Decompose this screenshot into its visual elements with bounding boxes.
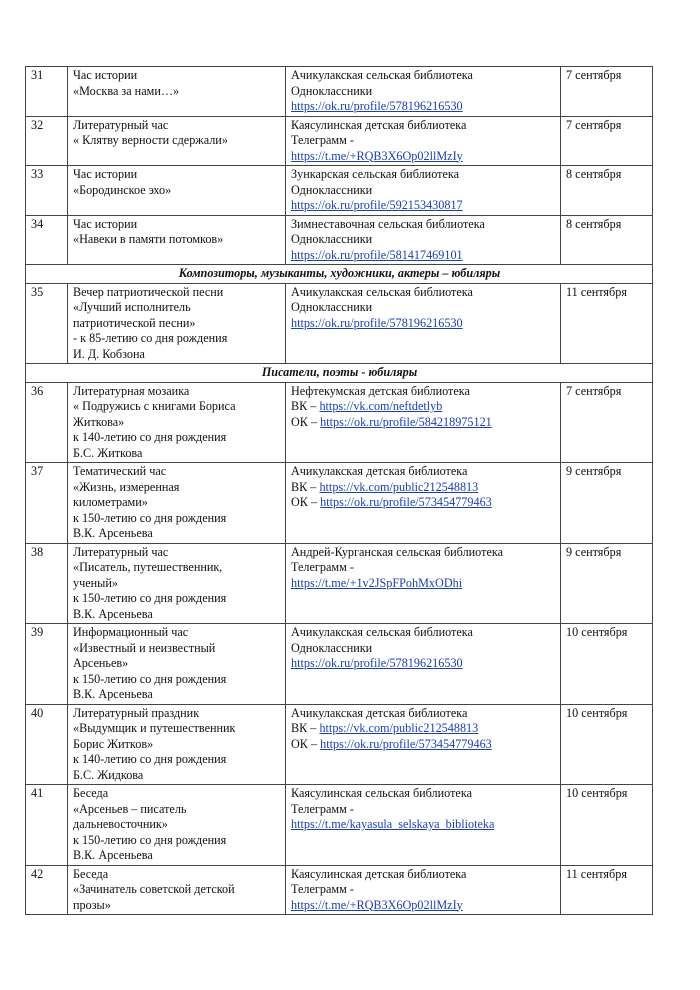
event-title-cell <box>68 116 286 166</box>
event-row <box>26 166 653 216</box>
event-venue-cell <box>286 283 561 364</box>
event-title-line: Час истории <box>73 216 138 231</box>
venue-link-line <box>291 737 556 753</box>
venue-link-line <box>291 99 556 115</box>
venue-text: Ачикулакская сельская библиотека <box>291 625 473 639</box>
venue-link[interactable]: https://t.me/+RQB3X6Op02llMzIy <box>291 897 463 912</box>
event-title-line: «Жизнь, измеренная <box>73 479 180 494</box>
event-venue-cell <box>286 624 561 705</box>
event-title-cell <box>68 382 286 463</box>
venue-link[interactable]: https://t.me/+RQB3X6Op02llMzIy <box>291 148 463 163</box>
event-title-line: Литературный час <box>73 544 169 559</box>
venue-link-line <box>291 198 556 214</box>
event-title-line: дальневосточник» <box>73 817 168 831</box>
event-date: 7 сентября <box>561 382 653 463</box>
venue-link-line <box>291 576 556 592</box>
social-network-label: ВК – <box>291 479 320 494</box>
event-title-line: Литературный час <box>73 117 169 132</box>
event-title-line: - к 85-летию со дня рождения <box>73 331 228 345</box>
events-table <box>25 66 653 915</box>
event-number: 37 <box>26 463 68 544</box>
venue-text: Одноклассники <box>291 182 373 197</box>
social-network-label: ОК – <box>291 414 321 429</box>
event-title-cell <box>68 463 286 544</box>
event-number: 39 <box>26 624 68 705</box>
event-title-line: к 150-летию со дня рождения <box>73 591 227 605</box>
venue-text: Каясулинская детская библиотека <box>291 117 467 132</box>
venue-link-line <box>291 480 556 496</box>
event-title-line: Тематический час <box>73 464 167 478</box>
event-title-cell <box>68 215 286 265</box>
venue-link-line <box>291 656 556 672</box>
venue-text: Каясулинская сельская библиотека <box>291 786 472 800</box>
event-title-cell <box>68 704 286 785</box>
venue-link-line <box>291 316 556 332</box>
event-title-line: Борис Житков» <box>73 736 154 751</box>
event-date: 8 сентября <box>561 215 653 265</box>
event-title-cell <box>68 543 286 624</box>
event-row <box>26 785 653 866</box>
event-title-line: к 140-летию со дня рождения <box>73 430 227 444</box>
venue-link-line <box>291 817 556 833</box>
event-title-line: «Писатель, путешественник, <box>73 560 223 574</box>
venue-text: Зункарская сельская библиотека <box>291 167 460 181</box>
event-venue-cell <box>286 116 561 166</box>
event-title-line: Беседа <box>73 786 109 800</box>
event-venue-cell <box>286 704 561 785</box>
venue-link[interactable]: https://ok.ru/profile/592153430817 <box>291 198 463 212</box>
event-title-cell <box>68 624 286 705</box>
event-title-cell <box>68 166 286 216</box>
event-title-line: прозы» <box>73 897 111 912</box>
event-number: 38 <box>26 543 68 624</box>
event-title-cell <box>68 865 286 915</box>
venue-text: Нефтекумская детская библиотека <box>291 383 470 398</box>
event-title-line: Час истории <box>73 68 138 82</box>
event-date: 9 сентября <box>561 463 653 544</box>
venue-link[interactable]: https://ok.ru/profile/578196216530 <box>291 656 463 670</box>
event-title-cell <box>68 283 286 364</box>
event-row <box>26 116 653 166</box>
event-row <box>26 67 653 117</box>
event-row <box>26 283 653 364</box>
event-venue-cell <box>286 543 561 624</box>
event-title-line: Литературный праздник <box>73 705 200 720</box>
event-title-line: к 140-летию со дня рождения <box>73 752 227 766</box>
event-number: 31 <box>26 67 68 117</box>
venue-link-line <box>291 248 556 264</box>
event-date: 10 сентября <box>561 785 653 866</box>
venue-text: Каясулинская детская библиотека <box>291 866 467 881</box>
venue-link[interactable]: https://ok.ru/profile/573454779463 <box>320 495 492 509</box>
event-title-line: « Подружись с книгами Бориса <box>73 399 236 413</box>
venue-link-line <box>291 898 556 914</box>
event-title-line: Арсеньев» <box>73 656 129 670</box>
social-network-label: ВК – <box>291 721 320 735</box>
event-row <box>26 215 653 265</box>
event-number: 41 <box>26 785 68 866</box>
event-date: 11 сентября <box>561 865 653 915</box>
section-header: Композиторы, музыканты, художники, актеры – юбиляры <box>26 265 653 284</box>
event-title-line: «Навеки в памяти потомков» <box>73 232 224 246</box>
event-row <box>26 463 653 544</box>
event-row <box>26 624 653 705</box>
event-venue-cell <box>286 382 561 463</box>
event-title-cell <box>68 67 286 117</box>
event-number: 34 <box>26 215 68 265</box>
social-network-label: ВК – <box>291 399 320 413</box>
event-title-line: ученый» <box>73 575 118 590</box>
event-date: 10 сентября <box>561 624 653 705</box>
event-title-line: «Бородинское эхо» <box>73 182 172 197</box>
venue-text: Телеграмм - <box>291 801 354 816</box>
venue-link[interactable]: https://vk.com/public212548813 <box>319 721 479 735</box>
venue-link[interactable]: https://vk.com/neftdetlyb <box>319 399 443 413</box>
event-venue-cell <box>286 67 561 117</box>
event-row <box>26 382 653 463</box>
event-title-line: Беседа <box>73 866 109 881</box>
event-title-line: И. Д. Кобзона <box>73 346 145 361</box>
venue-link-line <box>291 149 556 165</box>
event-title-line: Литературная мозаика <box>73 383 190 398</box>
venue-text: Телеграмм - <box>291 133 354 147</box>
events-table-body <box>26 67 653 915</box>
venue-text: Одноклассники <box>291 83 373 98</box>
section-header-row <box>26 364 653 383</box>
event-title-line: В.К. Арсеньева <box>73 606 153 621</box>
event-title-line: Б.С. Житкова <box>73 445 143 460</box>
event-title-line: к 150-летию со дня рождения <box>73 510 227 525</box>
event-title-line: В.К. Арсеньева <box>73 687 153 701</box>
event-venue-cell <box>286 865 561 915</box>
event-row <box>26 704 653 785</box>
event-date: 11 сентября <box>561 283 653 364</box>
venue-text: Андрей-Курганская сельская библиотека <box>291 544 503 559</box>
event-title-cell <box>68 785 286 866</box>
event-number: 33 <box>26 166 68 216</box>
event-venue-cell <box>286 463 561 544</box>
event-number: 42 <box>26 865 68 915</box>
venue-link[interactable]: https://ok.ru/profile/584218975121 <box>320 414 492 429</box>
event-title-line: Час истории <box>73 167 138 181</box>
venue-text: Одноклассники <box>291 300 373 314</box>
venue-link[interactable]: https://t.me/kayasula_selskaya_biblioteka <box>291 817 495 831</box>
event-date: 7 сентября <box>561 116 653 166</box>
event-title-line: « Клятву верности сдержали» <box>73 133 228 147</box>
event-venue-cell <box>286 215 561 265</box>
venue-text: Ачикулакская сельская библиотека <box>291 284 473 299</box>
event-venue-cell <box>286 785 561 866</box>
venue-text: Телеграмм - <box>291 560 354 574</box>
venue-text: Ачикулакская сельская библиотека <box>291 68 473 82</box>
event-number: 36 <box>26 382 68 463</box>
event-title-line: километрами» <box>73 495 148 509</box>
event-date: 10 сентября <box>561 704 653 785</box>
social-network-label: ОК – <box>291 736 321 751</box>
event-date: 8 сентября <box>561 166 653 216</box>
venue-link[interactable]: https://ok.ru/profile/578196216530 <box>291 315 463 330</box>
venue-text: Телеграмм - <box>291 882 354 896</box>
event-title-line: «Москва за нами…» <box>73 83 180 98</box>
event-title-line: В.К. Арсеньева <box>73 848 153 862</box>
event-title-line: Житкова» <box>73 414 125 429</box>
event-number: 32 <box>26 116 68 166</box>
event-title-line: к 150-летию со дня рождения <box>73 832 227 847</box>
venue-link-line <box>291 415 556 431</box>
event-row <box>26 865 653 915</box>
venue-link-line <box>291 495 556 511</box>
event-title-line: к 150-летию со дня рождения <box>73 671 227 686</box>
venue-link[interactable]: https://ok.ru/profile/581417469101 <box>291 247 463 262</box>
event-number: 35 <box>26 283 68 364</box>
event-title-line: Б.С. Жидкова <box>73 767 144 782</box>
event-title-line: «Зачинатель советской детской <box>73 882 235 896</box>
event-venue-cell <box>286 166 561 216</box>
venue-text: Ачикулакская детская библиотека <box>291 705 468 720</box>
venue-text: Ачикулакская детская библиотека <box>291 464 468 478</box>
section-header-row <box>26 265 653 284</box>
event-date: 7 сентября <box>561 67 653 117</box>
event-title-line: патриотической песни» <box>73 315 196 330</box>
section-header: Писатели, поэты - юбиляры <box>26 364 653 383</box>
event-title-line: В.К. Арсеньева <box>73 526 153 540</box>
venue-text: Зимнеставочная сельская библиотека <box>291 216 485 231</box>
event-title-line: Вечер патриотической песни <box>73 284 224 299</box>
venue-text: Одноклассники <box>291 640 373 655</box>
event-row <box>26 543 653 624</box>
event-date: 9 сентября <box>561 543 653 624</box>
venue-link-line <box>291 399 556 415</box>
event-title-line: Информационный час <box>73 625 189 639</box>
event-title-line: «Известный и неизвестный <box>73 640 216 655</box>
venue-text: Одноклассники <box>291 232 373 246</box>
social-network-label: ОК – <box>291 495 321 509</box>
event-title-line: «Арсеньев – писатель <box>73 801 187 816</box>
venue-link[interactable]: https://t.me/+1v2JSpFPohMxODhi <box>291 575 463 590</box>
event-number: 40 <box>26 704 68 785</box>
venue-link[interactable]: https://vk.com/public212548813 <box>319 479 479 494</box>
venue-link[interactable]: https://ok.ru/profile/573454779463 <box>320 736 492 751</box>
venue-link[interactable]: https://ok.ru/profile/578196216530 <box>291 99 463 113</box>
event-title-line: «Выдумщик и путешественник <box>73 721 236 735</box>
venue-link-line <box>291 721 556 737</box>
event-title-line: «Лучший исполнитель <box>73 300 191 314</box>
